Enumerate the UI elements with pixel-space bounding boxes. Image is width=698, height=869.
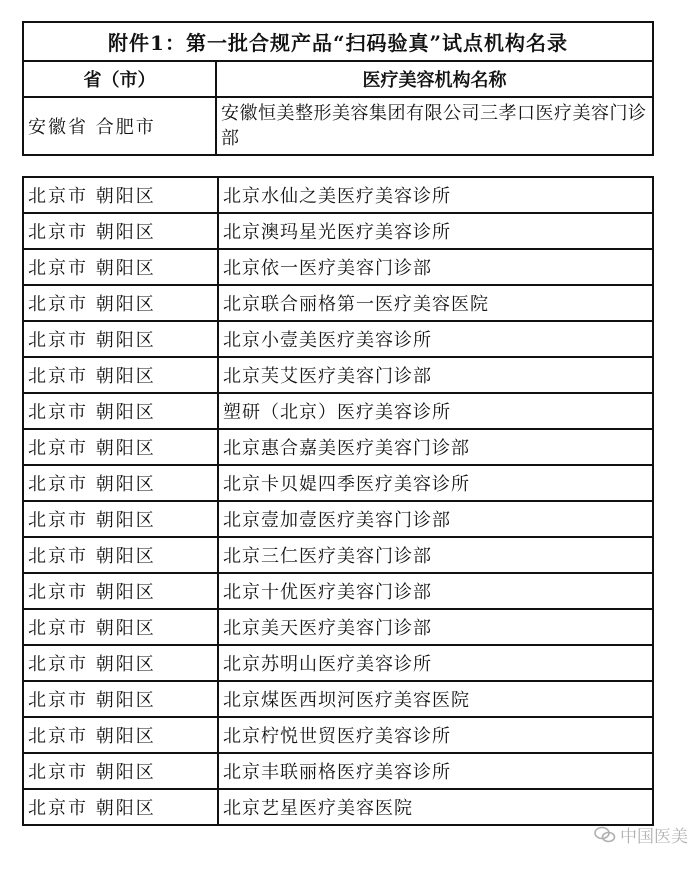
- organization-cell: 北京澳玛星光医疗美容诊所: [218, 213, 653, 249]
- organization-cell: 北京依一医疗美容门诊部: [218, 249, 653, 285]
- province-cell: 北京市 朝阳区: [23, 537, 218, 573]
- organization-cell: 安徽恒美整形美容集团有限公司三孝口医疗美容门诊部: [216, 97, 653, 155]
- table-row: [23, 321, 653, 357]
- province-cell: 北京市 朝阳区: [23, 609, 218, 645]
- column-header-organization: 医疗美容机构名称: [216, 61, 653, 97]
- organization-cell: 北京小壹美医疗美容诊所: [218, 321, 653, 357]
- table-row: [23, 501, 653, 537]
- table-row: [23, 573, 653, 609]
- organization-cell: 北京艺星医疗美容医院: [218, 789, 653, 825]
- institution-table: [22, 176, 654, 826]
- province-cell: 北京市 朝阳区: [23, 249, 218, 285]
- table-row: [23, 537, 653, 573]
- organization-cell: 北京惠合嘉美医疗美容门诊部: [218, 429, 653, 465]
- table-row: [23, 645, 653, 681]
- province-cell: 北京市 朝阳区: [23, 429, 218, 465]
- province-cell: 北京市 朝阳区: [23, 393, 218, 429]
- organization-cell: 北京壹加壹医疗美容门诊部: [218, 501, 653, 537]
- organization-cell: 北京丰联丽格医疗美容诊所: [218, 753, 653, 789]
- province-cell: 安徽省 合肥市: [23, 97, 216, 155]
- organization-cell: 北京芙艾医疗美容门诊部: [218, 357, 653, 393]
- watermark: [594, 822, 688, 847]
- table-row: [23, 249, 653, 285]
- table-row: [23, 789, 653, 825]
- table-row: [23, 393, 653, 429]
- province-cell: 北京市 朝阳区: [23, 177, 218, 213]
- province-cell: 北京市 朝阳区: [23, 681, 218, 717]
- province-cell: 北京市 朝阳区: [23, 321, 218, 357]
- table-row: [23, 429, 653, 465]
- table-row: [23, 609, 653, 645]
- organization-cell: 北京十优医疗美容门诊部: [218, 573, 653, 609]
- province-cell: 北京市 朝阳区: [23, 213, 218, 249]
- organization-cell: 北京联合丽格第一医疗美容医院: [218, 285, 653, 321]
- table-row: [23, 97, 653, 155]
- table-row: [23, 681, 653, 717]
- organization-cell: 北京柠悦世贸医疗美容诊所: [218, 717, 653, 753]
- organization-cell: 北京三仁医疗美容门诊部: [218, 537, 653, 573]
- province-cell: 北京市 朝阳区: [23, 465, 218, 501]
- province-cell: 北京市 朝阳区: [23, 357, 218, 393]
- province-cell: 北京市 朝阳区: [23, 717, 218, 753]
- province-cell: 北京市 朝阳区: [23, 573, 218, 609]
- organization-cell: 北京煤医西坝河医疗美容医院: [218, 681, 653, 717]
- table-row: [23, 177, 653, 213]
- institution-list: [23, 177, 653, 825]
- wechat-icon: [594, 826, 616, 844]
- province-cell: 北京市 朝阳区: [23, 789, 218, 825]
- header-table: [22, 21, 654, 156]
- organization-cell: 塑研（北京）医疗美容诊所: [218, 393, 653, 429]
- table-row: [23, 717, 653, 753]
- province-cell: 北京市 朝阳区: [23, 285, 218, 321]
- column-header-province: 省（市）: [23, 61, 216, 97]
- table-row: [23, 753, 653, 789]
- organization-cell: 北京卡贝媞四季医疗美容诊所: [218, 465, 653, 501]
- table-row: [23, 357, 653, 393]
- organization-cell: 北京美天医疗美容门诊部: [218, 609, 653, 645]
- province-cell: 北京市 朝阳区: [23, 645, 218, 681]
- document-title: 附件1：第一批合规产品“扫码验真”试点机构名录: [23, 22, 653, 61]
- table-row: [23, 285, 653, 321]
- watermark-text: 中国医美: [620, 827, 688, 847]
- table-row: [23, 213, 653, 249]
- organization-cell: 北京苏明山医疗美容诊所: [218, 645, 653, 681]
- table-row: [23, 465, 653, 501]
- province-cell: 北京市 朝阳区: [23, 501, 218, 537]
- organization-cell: 北京水仙之美医疗美容诊所: [218, 177, 653, 213]
- province-cell: 北京市 朝阳区: [23, 753, 218, 789]
